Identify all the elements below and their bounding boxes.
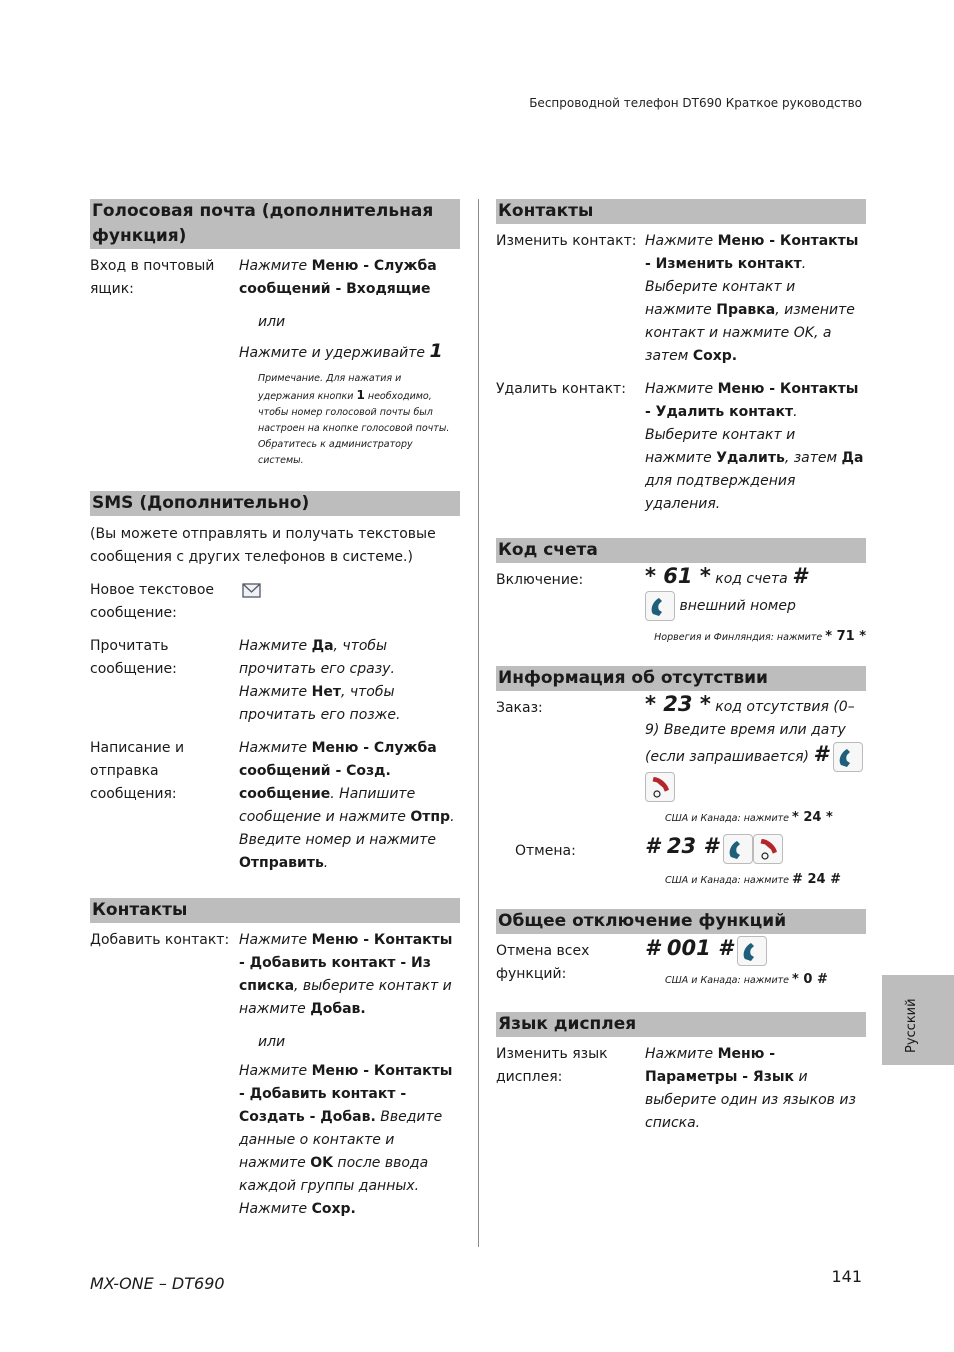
voicemail-or: или [258, 314, 286, 330]
phone-onhook-icon [645, 772, 675, 802]
absence-order-row: Заказ: * 23 * код отсутствия (0–9) Введите время или дату (если запрашивается) # США и Канада: нажмите * 24 * [496, 693, 866, 830]
phone-offhook-icon [723, 834, 753, 864]
diversion-row: Отмена всех функций: # 001 # США и Канада: нажмите * 0 # [496, 936, 828, 987]
footer-product: MX-ONE – DT690 [90, 1274, 225, 1293]
phone-onhook-icon [753, 834, 783, 864]
envelope-icon [242, 582, 262, 600]
phone-offhook-icon [645, 591, 675, 621]
account-row: Включение: * 61 * код счета # внешний номер Норвегия и Финляндия: нажмите * 71 * [496, 565, 866, 649]
voicemail-note: Примечание. Для нажатия и удержания кнопки 1 необходимо, чтобы номер голосовой почты был настроен на кнопке голосовой почты. Обратитесь к администратору системы. [258, 373, 450, 466]
section-sms-title: SMS (Дополнительно) [90, 491, 460, 516]
absence-cancel-row: Отмена: # 23 # США и Канада: нажмите # 24 # [515, 834, 841, 887]
contacts-edit-row: Изменить контакт: Нажмите Меню - Контакты - Изменить контакт. Выберите контакт и нажмите Правка, измените контакт и нажмите OK, а затем Сохр. [496, 233, 859, 364]
phone-offhook-icon [833, 742, 863, 772]
section-absence-title: Информация об отсутствии [496, 666, 866, 691]
sms-read-row: Прочитать сообщение: Нажмите Да, чтобы прочитать его сразу. Нажмите Нет, чтобы прочитать его позже. [90, 638, 401, 723]
sms-write-row: Написание и отправка сообщения: Нажмите Меню - Служба сообщений - Созд. сообщение. Напишите сообщение и нажмите Отпр. Введите номер и нажмите Отправить. [90, 740, 455, 871]
section-language-title: Язык дисплея [496, 1012, 866, 1037]
section-contacts-edit-title: Контакты [496, 199, 866, 224]
section-diversion-title: Общее отключение функций [496, 909, 866, 934]
sms-new-row: Новое текстовое сообщение: [90, 579, 460, 625]
sms-intro: (Вы можете отправлять и получать текстовые сообщения с других телефонов в системе.) [90, 526, 436, 565]
language-side-tab: Русский [882, 975, 954, 1065]
page-number: 141 [831, 1267, 862, 1286]
right-column [496, 199, 866, 1135]
contacts-add-row: Добавить контакт: Нажмите Меню - Контакты - Добавить контакт - Из списка, выберите контакт и нажмите Добав. или Нажмите Меню - Контакты - Добавить контакт - Создать - Добав. Введите данные о контакте и нажмите OK после ввода каждой группы данных. Нажмите Сохр. [90, 932, 453, 1217]
phone-offhook-icon [737, 936, 767, 966]
left-column [90, 199, 460, 1221]
column-divider [478, 199, 479, 1247]
account-note: Норвегия и Финляндия: нажмите * 71 * [654, 629, 866, 644]
section-account-title: Код счета [496, 538, 866, 563]
voicemail-instructions: Нажмите Меню - Служба сообщений - Входящие или Нажмите и удерживайте 1 Примечание. Для нажатия и удержания кнопки 1 необходимо, чтобы номер голосовой почты был настроен на кнопке голосовой почты. Обратитесь к администратору системы. [239, 255, 460, 469]
document-header: Беспроводной телефон DT690 Краткое руководство [529, 96, 862, 110]
voicemail-row [90, 255, 460, 469]
section-voicemail-title: Голосовая почта (дополнительная функция) [90, 199, 460, 249]
section-contacts-add-title: Контакты [90, 898, 460, 923]
language-row: Изменить язык дисплея: Нажмите Меню - Параметры - Язык и выберите один из языков из списка. [496, 1046, 856, 1131]
voicemail-label: Вход в почтовый ящик: [90, 258, 215, 297]
contacts-delete-row: Удалить контакт: Нажмите Меню - Контакты - Удалить контакт. Выберите контакт и нажмите Удалить, затем Да для подтверждения удаления. [496, 381, 864, 512]
